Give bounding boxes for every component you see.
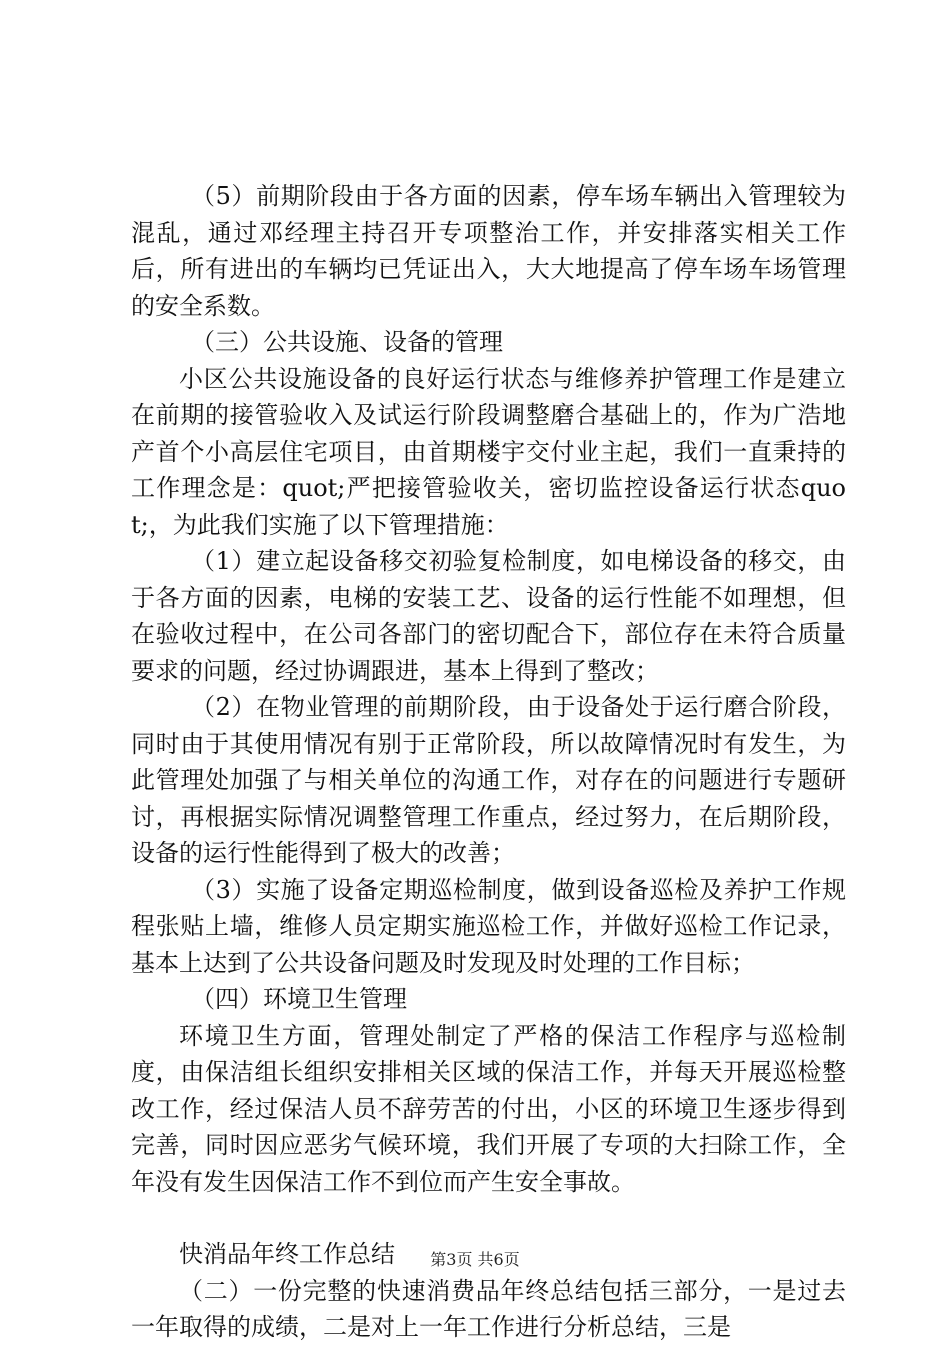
section-heading-public-facilities: （三）公共设施、设备的管理 (191, 328, 503, 356)
paragraph-fmcg-summary-parts: （二）一份完整的快速消费品年终总结包括三部分，一是过去一年取得的成绩，二是对上一年工作进行分析总结，三是 (131, 1276, 846, 1341)
paragraph-equipment-handover: （1）建立起设备移交初验复检制度，如电梯设备的移交，由于各方面的因素，电梯的安装工艺、设备的运行性能不如理想，但在验收过程中，在公司各部门的密切配合下，部位存在未符合质量要求的问题，经过协调跟进，基本上得到了整改； (131, 547, 846, 685)
paragraph-parking-management: （5）前期阶段由于各方面的因素，停车场车辆出入管理较为混乱，通过邓经理主持召开专项整治工作，并安排落实相关工作后，所有进出的车辆均已凭证出入，大大地提高了停车场车场管理的安全系数。 (131, 182, 846, 320)
page-footer (0, 1247, 950, 1270)
paragraph-early-stage-equipment: （2）在物业管理的前期阶段，由于设备处于运行磨合阶段，同时由于其使用情况有别于正常阶段，所以故障情况时有发生，为此管理处加强了与相关单位的沟通工作，对存在的问题进行专题研讨，再根据实际情况调整管理工作重点，经过努力，在后期阶段，设备的运行性能得到了极大的改善； (131, 693, 846, 867)
document-body (131, 178, 846, 1346)
paragraph-facilities-overview: 小区公共设施设备的良好运行状态与维修养护管理工作是建立在前期的接管验收入及试运行阶段调整磨合基础上的，作为广浩地产首个小高层住宅项目，由首期楼宇交付业主起，我们一直秉持的工作理念是：quot;严把接管验收关，密切监控设备运行状态quot;，为此我们实施了以下管理措施： (131, 364, 846, 539)
paragraph-environment-hygiene: 环境卫生方面，管理处制定了严格的保洁工作程序与巡检制度，由保洁组长组织安排相关区域的保洁工作，并每天开展巡检整改工作，经过保洁人员不辞劳苦的付出，小区的环境卫生逐步得到完善，同时因应恶劣气候环境，我们开展了专项的大扫除工作，全年没有发生因保洁工作不到位而产生安全事故。 (131, 1021, 846, 1196)
page-number-label: 第3页 共6页 (430, 1250, 520, 1269)
paragraph-gap (131, 1200, 846, 1236)
paragraph-inspection-system: （3）实施了设备定期巡检制度，做到设备巡检及养护工作规程张贴上墙，维修人员定期实施巡检工作，并做好巡检工作记录，基本上达到了公共设备问题及时发现及时处理的工作目标； (131, 875, 846, 977)
section-heading-environment-hygiene: （四）环境卫生管理 (191, 985, 407, 1013)
document-subtitle-fmcg-summary: 快消品年终工作总结 (179, 1240, 395, 1268)
